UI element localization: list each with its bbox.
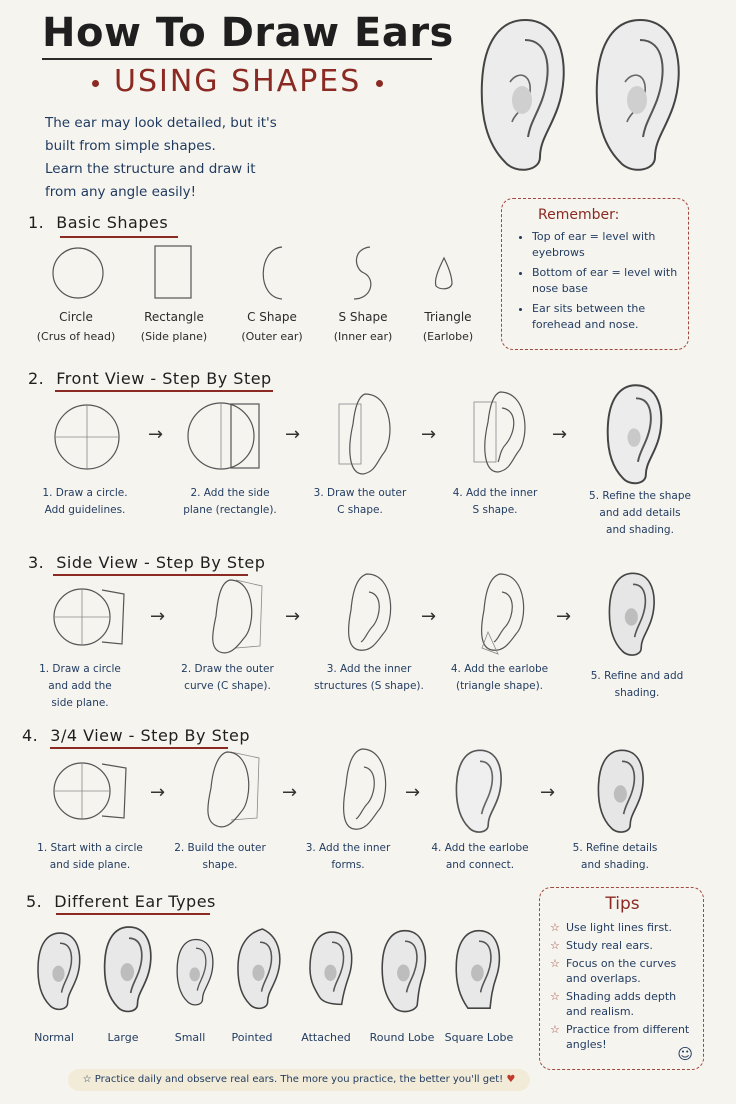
tip-line: Study real ears. <box>566 939 653 952</box>
front-step3-drawing <box>335 390 395 478</box>
ear-type-round-lobe-illustration <box>376 922 434 1018</box>
section-underline <box>60 236 178 238</box>
ear-type-label: Pointed <box>231 1031 273 1044</box>
star-icon: ☆ <box>550 939 560 952</box>
side-step5-ear-illustration <box>603 568 663 660</box>
step-line: 4. Add the earlobe <box>450 663 549 675</box>
section-three-quarter-title <box>22 726 250 745</box>
shape-name: S Shape <box>338 310 388 324</box>
ear-type-label: Normal <box>34 1031 74 1044</box>
shape-note: (Outer ear) <box>241 330 303 343</box>
ear-type-label: Small <box>174 1031 206 1044</box>
tip-item <box>550 938 695 953</box>
arrow-icon: → <box>285 606 301 627</box>
step-label <box>30 840 150 874</box>
shape-label <box>403 307 493 347</box>
three-quarter-step3-drawing <box>330 745 394 837</box>
step-line: 3. Add the inner <box>326 663 412 675</box>
page-title: How To Draw Ears <box>42 10 454 56</box>
section-heading: Side View - Step By Step <box>56 553 266 572</box>
tip-line: Use light lines first. <box>566 921 672 934</box>
shape-note: (Inner ear) <box>333 330 393 343</box>
remember-item: • Bottom of ear = level with nose base <box>532 265 678 297</box>
ear-type-attached-illustration <box>304 924 360 1016</box>
shape-note: (Earlobe) <box>422 330 474 343</box>
step-line: and add details <box>599 507 681 519</box>
star-icon: ☆ <box>550 957 560 970</box>
shape-name: Circle <box>59 310 93 324</box>
section-side-title <box>28 553 265 572</box>
step-line: 5. Refine details <box>572 842 658 854</box>
step-line: plane (rectangle). <box>183 504 277 516</box>
star-icon: ☆ <box>550 921 560 934</box>
step-label <box>305 485 415 519</box>
shape-note: (Side plane) <box>140 330 208 343</box>
side-step4-drawing <box>468 570 532 660</box>
step-line: 1. Draw a circle. <box>42 487 128 499</box>
tips-title: Tips <box>605 894 640 914</box>
step-line: and shading. <box>606 524 674 536</box>
shape-label <box>129 307 219 347</box>
arrow-icon: → <box>282 782 298 803</box>
step-label <box>30 661 130 712</box>
shape-label <box>31 307 121 347</box>
section-number: 3. <box>28 553 45 572</box>
tip-item <box>550 920 695 935</box>
step-line: 1. Start with a circle <box>37 842 143 854</box>
c-shape <box>252 243 286 303</box>
tip-item <box>550 989 695 1019</box>
step-line: 2. Draw the outer <box>181 663 274 675</box>
section-heading: 3/4 View - Step By Step <box>50 726 250 745</box>
section-underline <box>56 913 210 915</box>
section-basic-title <box>28 213 168 232</box>
tip-line: angles! <box>566 1038 607 1051</box>
step-label <box>170 661 285 695</box>
arrow-icon: → <box>148 424 164 445</box>
star-icon: ☆ <box>550 1023 560 1036</box>
step-line: structures (S shape). <box>314 680 424 692</box>
three-quarter-step5-ear-illustration <box>592 745 652 837</box>
ear-type-normal-illustration <box>32 925 88 1017</box>
shape-label <box>318 307 408 347</box>
section-heading: Basic Shapes <box>56 213 169 232</box>
three-quarter-step4-drawing <box>450 745 510 837</box>
tip-item <box>550 1022 695 1052</box>
ear-type-label: Round Lobe <box>369 1031 435 1044</box>
step-line: (triangle shape). <box>455 680 544 692</box>
star-icon: ☆ <box>550 990 560 1003</box>
ear-type-square-lobe-illustration <box>450 922 508 1018</box>
step-label <box>170 485 290 519</box>
step-line: shape. <box>202 859 238 871</box>
step-line: forms. <box>331 859 365 871</box>
footer-banner <box>68 1069 530 1091</box>
side-step1-drawing <box>52 584 132 650</box>
triangle-shape <box>432 256 456 292</box>
step-label <box>298 840 398 874</box>
step-line: curve (C shape). <box>184 680 271 692</box>
shape-label <box>227 307 317 347</box>
step-label <box>305 661 433 695</box>
section-underline <box>55 390 273 392</box>
step-line: and side plane. <box>49 859 131 871</box>
remember-item: • Ear sits between the forehead and nose. <box>532 301 678 333</box>
subtitle-dot-right <box>376 80 383 87</box>
intro-line: The ear may look detailed, but it's <box>45 115 277 131</box>
step-line: C shape. <box>337 504 383 516</box>
footer-text: Practice daily and observe real ears. The more you practice, the better you'll get! <box>94 1074 504 1085</box>
step-line: Add guidelines. <box>44 504 126 516</box>
remember-box <box>501 198 689 350</box>
smiley-icon: ☺ <box>677 1045 693 1063</box>
intro-text <box>45 112 355 204</box>
step-label <box>30 485 140 519</box>
front-step5-ear-illustration <box>600 380 672 488</box>
step-line: 4. Add the earlobe <box>431 842 529 854</box>
intro-line: built from simple shapes. <box>45 138 216 154</box>
hero-ear-right-illustration <box>585 12 695 177</box>
remember-item: • Top of ear = level with eyebrows <box>532 229 678 261</box>
title-underline <box>42 58 432 60</box>
side-step3-drawing <box>335 570 399 658</box>
circle-shape <box>50 245 106 301</box>
step-label <box>165 840 275 874</box>
front-step1-drawing <box>52 402 122 472</box>
arrow-icon: → <box>405 782 421 803</box>
tip-line: Practice from different <box>566 1023 690 1036</box>
step-label <box>425 840 535 874</box>
arrow-icon: → <box>150 782 166 803</box>
star-icon: ☆ <box>82 1074 92 1085</box>
subtitle-dot-left <box>92 80 99 87</box>
tip-item <box>550 956 695 986</box>
section-number: 4. <box>22 726 39 745</box>
rectangle-shape <box>153 244 193 302</box>
step-label <box>580 488 700 539</box>
step-label <box>440 485 550 519</box>
step-line: 5. Refine and add <box>590 670 684 682</box>
shape-note: (Crus of head) <box>36 330 116 343</box>
ear-type-label: Square Lobe <box>444 1031 514 1044</box>
step-line: and shading. <box>581 859 649 871</box>
step-line: 3. Add the inner <box>305 842 391 854</box>
tip-line: and realism. <box>566 1005 635 1018</box>
step-label <box>582 668 692 702</box>
step-line: and connect. <box>445 859 515 871</box>
section-front-title <box>28 369 272 388</box>
step-line: 3. Draw the outer <box>313 487 407 499</box>
step-label <box>560 840 670 874</box>
front-step4-drawing <box>470 388 530 478</box>
heart-icon: ♥ <box>506 1074 516 1085</box>
tips-box <box>539 887 704 1070</box>
page-subtitle: USING SHAPES <box>114 64 362 99</box>
section-types-title <box>26 892 216 911</box>
section-number: 2. <box>28 369 45 388</box>
tip-line: and overlaps. <box>566 972 641 985</box>
three-quarter-step1-drawing <box>52 758 132 824</box>
arrow-icon: → <box>421 424 437 445</box>
remember-title: Remember: <box>538 207 620 223</box>
step-line: 2. Build the outer <box>174 842 266 854</box>
section-heading: Different Ear Types <box>54 892 216 911</box>
step-label <box>442 661 557 695</box>
shape-name: C Shape <box>247 310 297 324</box>
ear-type-pointed-illustration <box>232 924 288 1016</box>
s-shape <box>348 243 378 303</box>
step-line: 2. Add the side <box>190 487 270 499</box>
intro-line: from any angle easily! <box>45 184 197 200</box>
step-line: 1. Draw a circle <box>39 663 121 675</box>
front-step2-drawing <box>185 398 265 474</box>
shape-name: Triangle <box>424 310 472 324</box>
section-number: 5. <box>26 892 43 911</box>
arrow-icon: → <box>552 424 568 445</box>
hero-ear-left-illustration <box>470 12 580 177</box>
ear-type-large-illustration <box>98 918 160 1020</box>
step-line: S shape. <box>472 504 518 516</box>
ear-type-label: Attached <box>301 1031 351 1044</box>
three-quarter-step2-drawing <box>195 748 265 836</box>
ear-type-label: Large <box>107 1031 139 1044</box>
shape-name: Rectangle <box>144 310 204 324</box>
step-line: 4. Add the inner <box>452 487 538 499</box>
side-step2-drawing <box>200 576 266 660</box>
step-line: 5. Refine the shape <box>589 490 691 502</box>
arrow-icon: → <box>556 606 572 627</box>
tip-line: Shading adds depth <box>566 990 677 1003</box>
section-heading: Front View - Step By Step <box>56 369 272 388</box>
section-number: 1. <box>28 213 45 232</box>
step-line: side plane. <box>51 697 109 709</box>
tip-line: Focus on the curves <box>566 957 677 970</box>
step-line: and add the <box>48 680 112 692</box>
arrow-icon: → <box>150 606 166 627</box>
arrow-icon: → <box>285 424 301 445</box>
arrow-icon: → <box>540 782 556 803</box>
intro-line: Learn the structure and draw it <box>45 161 256 177</box>
step-line: shading. <box>614 687 660 699</box>
ear-type-small-illustration <box>172 932 220 1012</box>
arrow-icon: → <box>421 606 437 627</box>
